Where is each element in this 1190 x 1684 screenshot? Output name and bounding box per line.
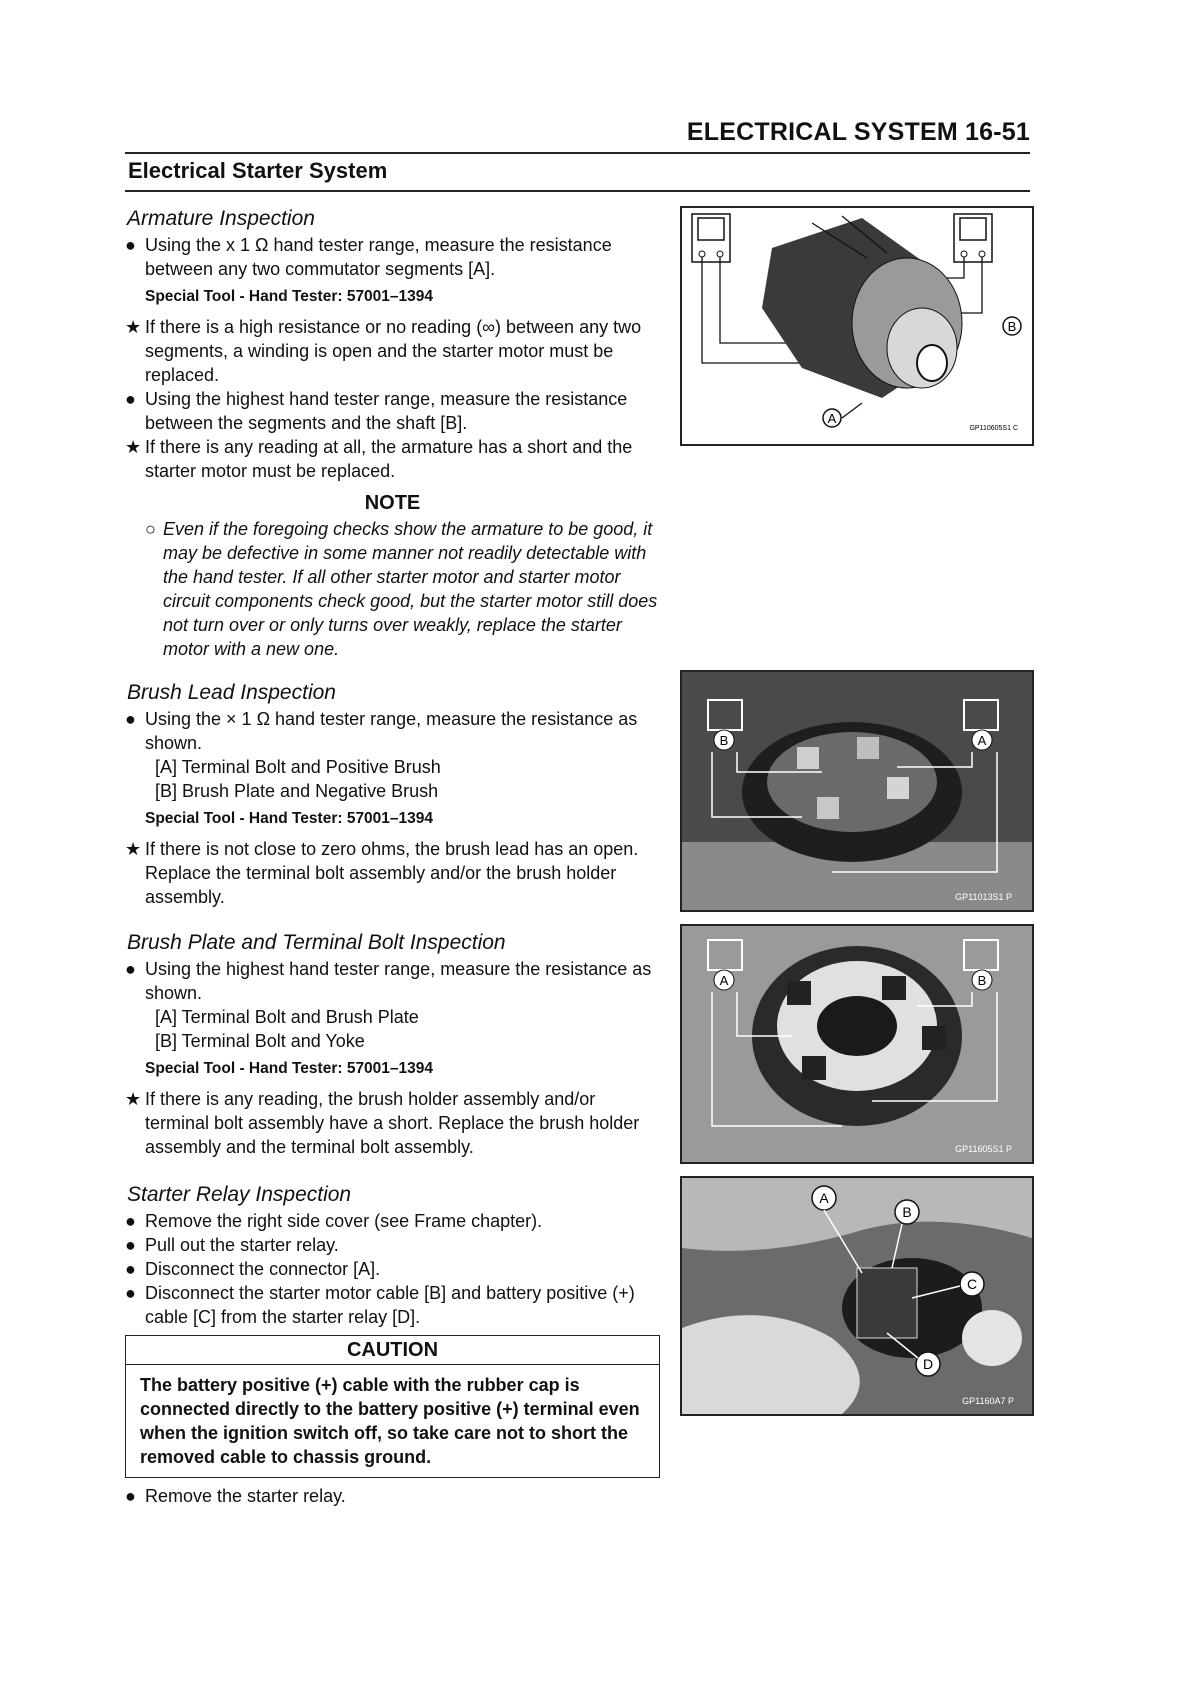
armature-figure: [680, 206, 1034, 446]
bullet-mark: ●: [125, 1486, 136, 1506]
brush-plate-title: Brush Plate and Terminal Bolt Inspection: [127, 931, 506, 954]
brush-plate-figure: [680, 924, 1034, 1164]
armature-star-2: ★ If there is any reading at all, the armature has a short and the starter motor must be replaced.: [125, 437, 633, 481]
section-rule: [125, 190, 1030, 192]
caution-box: [125, 1335, 660, 1478]
brush-lead-ref-b: [B] Brush Plate and Negative Brush: [155, 781, 439, 801]
brush-plate-special-tool: Special Tool - Hand Tester: 57001–1394: [145, 1060, 434, 1077]
bullet-mark: ●: [125, 709, 136, 729]
figure-label-b: B: [1007, 319, 1017, 334]
caution-title: CAUTION: [126, 1336, 659, 1365]
figure-code: GP110605S1 C: [969, 425, 1018, 432]
armature-bullet-2: ● Using the highest hand tester range, measure the resistance between the segments and the shaft [B].: [125, 389, 628, 433]
figure-code: GP11013S1 P: [955, 892, 1012, 902]
relay-bullet-1: ● Remove the right side cover (see Frame chapter).: [125, 1211, 543, 1231]
caution-text: The battery positive (+) cable with the rubber cap is connected directly to the battery positive (+) terminal even when the ignition switch off, so take care not to short the removed cable to chassis ground.: [140, 1375, 640, 1467]
brush-lead-figure: [680, 670, 1034, 912]
relay-title: Starter Relay Inspection: [127, 1183, 352, 1206]
brush-plate-bullet-1: ● Using the highest hand tester range, measure the resistance as shown.: [125, 959, 652, 1003]
relay-section: [125, 1182, 660, 1508]
bullet-mark: ●: [125, 1259, 136, 1279]
relay-bullet-2: ● Pull out the starter relay.: [125, 1235, 339, 1255]
relay-photo: [682, 1178, 1032, 1414]
relay-bullet-4: ● Disconnect the starter motor cable [B] and battery positive (+) cable [C] from the starter relay [D].: [125, 1283, 635, 1327]
note-title: NOTE: [364, 492, 421, 514]
brush-lead-photo: [682, 672, 1032, 910]
relay-bullet-3: ● Disconnect the connector [A].: [125, 1259, 381, 1279]
relay-figure: [680, 1176, 1034, 1416]
armature-title: Armature Inspection: [127, 207, 315, 230]
figure-code: GP1160A7 P: [962, 1396, 1014, 1406]
note-mark: ○: [145, 519, 156, 539]
bullet-mark: ●: [125, 1211, 136, 1231]
brush-plate-photo: [682, 926, 1032, 1162]
figure-label-b: B: [719, 733, 729, 748]
brush-lead-bullet-1: ● Using the × 1 Ω hand tester range, measure the resistance as shown.: [125, 709, 638, 753]
figure-label-b: B: [902, 1204, 912, 1220]
figure-label-b: B: [977, 973, 987, 988]
bullet-mark: ●: [125, 1283, 136, 1303]
figure-label-a: A: [827, 411, 837, 426]
armature-star-1: ★ If there is a high resistance or no reading (∞) between any two segments, a winding is open and the starter motor must be replaced.: [125, 317, 642, 385]
brush-lead-ref-a: [A] Terminal Bolt and Positive Brush: [155, 757, 441, 777]
star-mark: ★: [125, 437, 142, 457]
brush-lead-special-tool: Special Tool - Hand Tester: 57001–1394: [145, 810, 434, 827]
star-mark: ★: [125, 317, 142, 337]
star-mark: ★: [125, 839, 142, 859]
bullet-mark: ●: [125, 1235, 136, 1255]
brush-plate-section: [125, 930, 660, 1159]
brush-plate-ref-b: [B] Terminal Bolt and Yoke: [155, 1031, 365, 1051]
brush-lead-star-1: ★ If there is not close to zero ohms, the brush lead has an open. Replace the terminal bolt assembly and/or the brush holder assembly.: [125, 839, 639, 907]
armature-special-tool: Special Tool - Hand Tester: 57001–1394: [145, 288, 434, 305]
header-rule: [125, 152, 1030, 154]
figure-label-a: A: [719, 973, 729, 988]
star-mark: ★: [125, 1089, 142, 1109]
armature-bullet-1: ● Using the x 1 Ω hand tester range, measure the resistance between any two commutator segments [A].: [125, 235, 612, 279]
armature-diagram: [682, 208, 1032, 444]
bullet-mark: ●: [125, 959, 136, 979]
figure-label-a: A: [977, 733, 987, 748]
brush-plate-star-1: ★ If there is any reading, the brush holder assembly and/or terminal bolt assembly have a short. Replace the brush holder assembly and the terminal bolt assembly.: [125, 1089, 640, 1157]
note-text: ○ Even if the foregoing checks show the armature to be good, it may be defective in some manner not readily detectable with the hand tester. If all other starter motor and starter motor circuit components check good, but the starter motor still does not turn over or only turns over weakly, replace the starter motor with a new one.: [145, 519, 658, 659]
brush-plate-ref-a: [A] Terminal Bolt and Brush Plate: [155, 1007, 419, 1027]
section-title: Electrical Starter System: [128, 158, 388, 183]
page-header: ELECTRICAL SYSTEM 16-51: [686, 118, 1030, 146]
figure-label-c: C: [966, 1276, 978, 1292]
brush-lead-title: Brush Lead Inspection: [127, 681, 336, 704]
armature-section: [125, 206, 660, 661]
figure-label-a: A: [819, 1190, 829, 1206]
figure-code: GP11605S1 P: [955, 1144, 1012, 1154]
figure-label-d: D: [922, 1356, 934, 1372]
relay-bullet-5: ● Remove the starter relay.: [125, 1486, 346, 1506]
brush-lead-section: [125, 680, 660, 909]
bullet-mark: ●: [125, 235, 136, 255]
bullet-mark: ●: [125, 389, 136, 409]
